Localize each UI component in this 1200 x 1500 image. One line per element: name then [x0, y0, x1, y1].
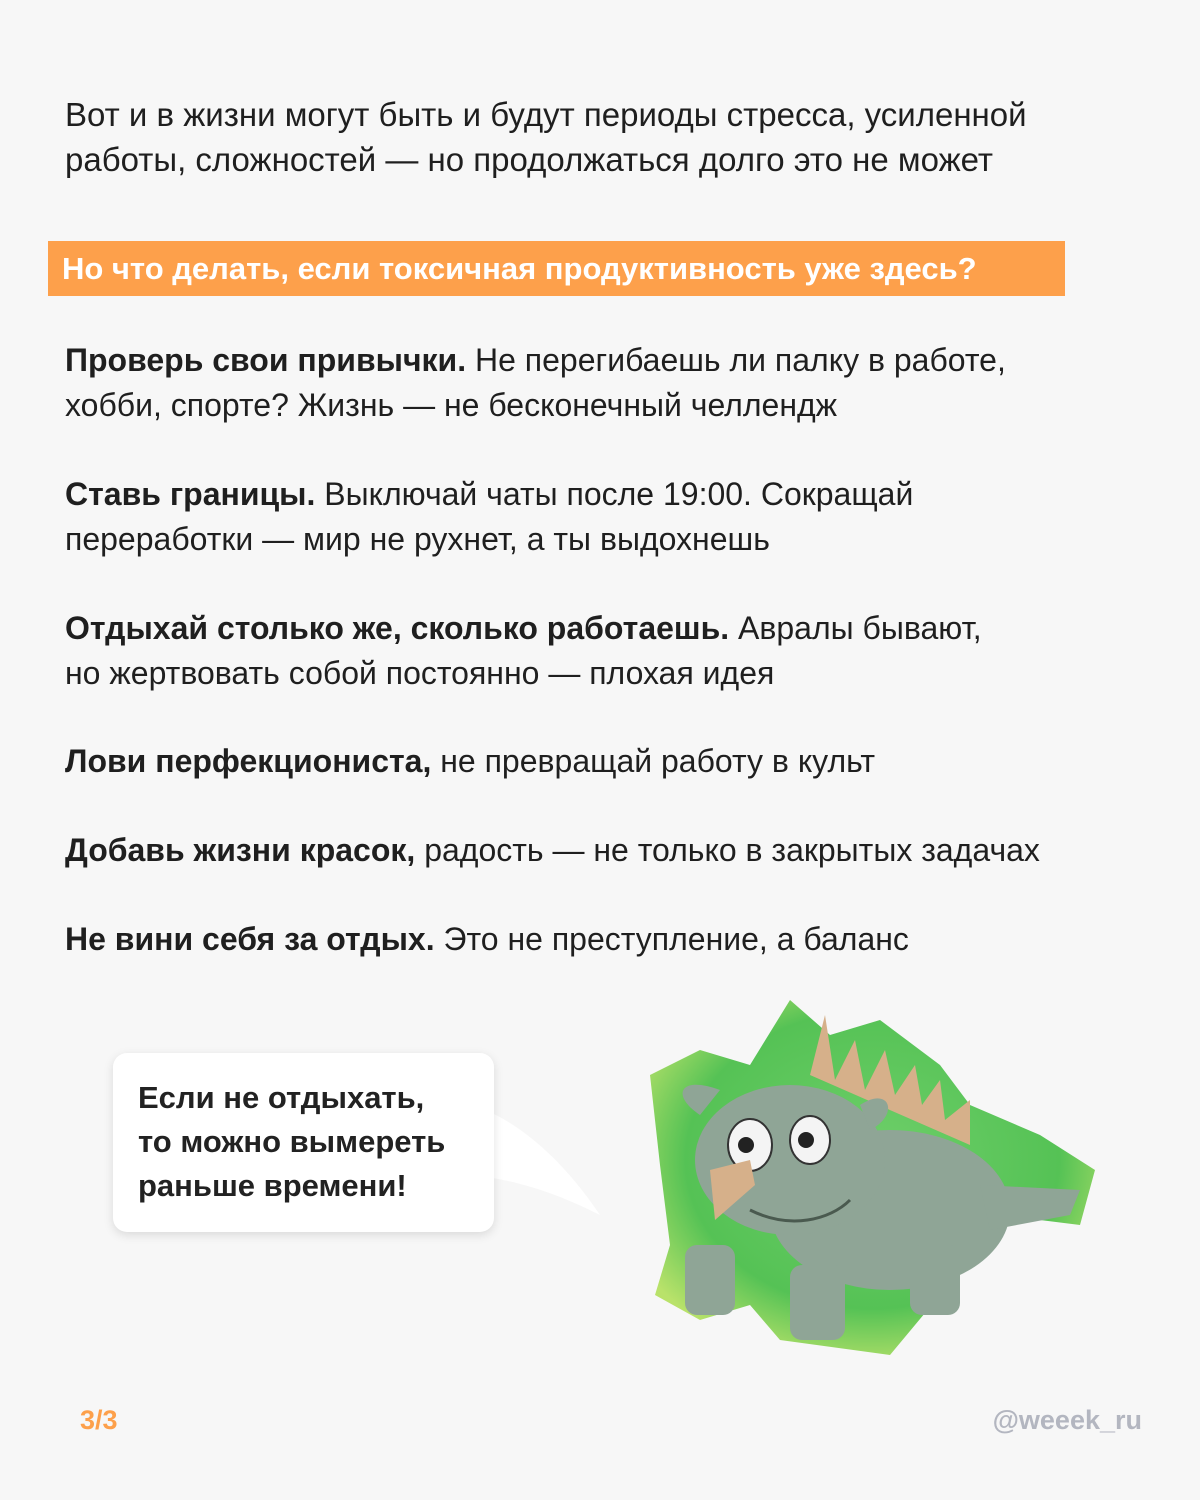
tip-title: Отдыхай столько же, сколько работаешь.	[65, 610, 730, 646]
speech-bubble-text	[138, 1076, 478, 1208]
tip-text: переработки — мир не рухнет, а ты выдохнешь	[65, 521, 770, 557]
intro-line-1: Вот и в жизни могут быть и будут периоды стресса, усиленной	[65, 96, 1027, 133]
bubble-line-2: то можно вымереть	[138, 1124, 446, 1159]
tip-text: радость — не только в закрытых задачах	[415, 832, 1040, 868]
tip-text: хобби, спорте? Жизнь — не бесконечный челлендж	[65, 387, 838, 423]
bubble-line-3: раньше времени!	[138, 1168, 407, 1203]
dinosaur-icon	[640, 995, 1100, 1355]
tip-title: Ставь границы.	[65, 476, 316, 512]
tip-text: Не перегибаешь ли палку в работе,	[466, 342, 1006, 378]
tip-text: Выключай чаты после 19:00. Сокращай	[315, 476, 914, 512]
tip-item	[65, 472, 913, 562]
tip-title: Проверь свои привычки.	[65, 342, 467, 378]
tip-item	[65, 739, 875, 784]
tip-text: но жертвовать собой постоянно — плохая идея	[65, 655, 775, 691]
tip-item	[65, 338, 1006, 428]
tip-text: не превращай работу в культ	[431, 743, 875, 779]
tip-title: Лови перфекциониста,	[65, 743, 432, 779]
intro-text	[65, 92, 1125, 182]
tip-text: Это не преступление, а баланс	[434, 921, 909, 957]
tip-item	[65, 828, 1040, 873]
account-handle: @weeek_ru	[992, 1405, 1142, 1435]
tip-title: Не вини себя за отдых.	[65, 921, 435, 957]
tip-title: Добавь жизни красок,	[65, 832, 416, 868]
intro-line-2: работы, сложностей — но продолжаться долго это не может	[65, 141, 994, 178]
tip-text: Авралы бывают,	[729, 610, 982, 646]
tip-item	[65, 606, 982, 696]
page-indicator: 3/3	[80, 1405, 118, 1435]
question-banner: Но что делать, если токсичная продуктивность уже здесь?	[48, 241, 1065, 296]
tip-item	[65, 917, 909, 962]
bubble-line-1: Если не отдыхать,	[138, 1080, 425, 1115]
